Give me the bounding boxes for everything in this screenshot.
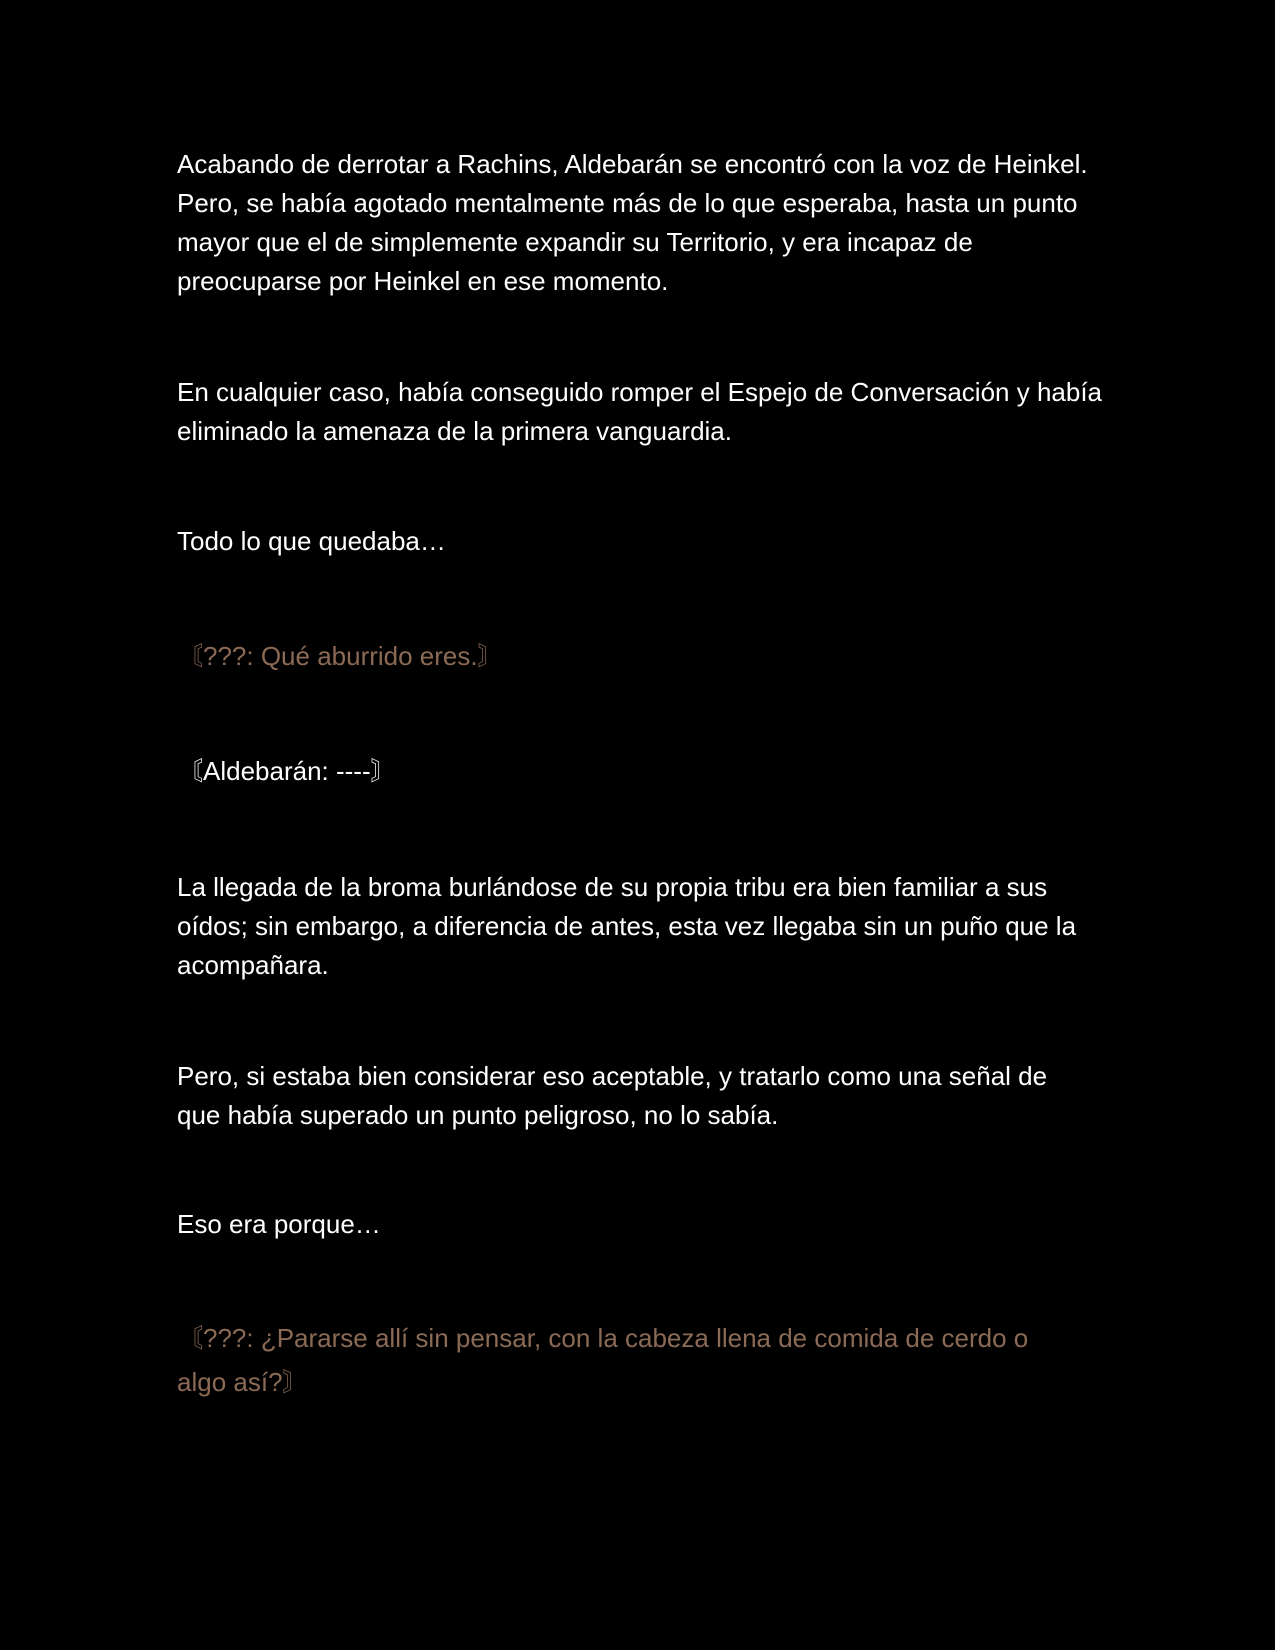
paragraph-remaining: Todo lo que quedaba…: [177, 526, 446, 556]
paragraph-joke-arrival: La llegada de la broma burlándose de su propia tribu era bien familiar a sus oídos; sin embargo, a diferencia de antes, esta vez llegaba sin un puño que la acompañara.: [177, 872, 1077, 980]
dialogue-aldebaran: 〘Aldebarán: ----〙: [177, 756, 397, 786]
paragraph-because: Eso era porque…: [177, 1209, 381, 1239]
dialogue-unknown-boring: 〘???: Qué aburrido eres.〙: [177, 641, 504, 671]
paragraph-danger-point: Pero, si estaba bien considerar eso aceptable, y tratarlo como una señal de que había superado un punto peligroso, no lo sabía.: [177, 1061, 1048, 1130]
dialogue-unknown-pig-food: 〘???: ¿Pararse allí sin pensar, con la cabeza llena de comida de cerdo o algo así?〙: [177, 1323, 1029, 1397]
paragraph-intro: Acabando de derrotar a Rachins, Aldebarán se encontró con la voz de Heinkel. Pero, se había agotado mentalmente más de lo que esperaba, hasta un punto mayor que el de simplemente expandir su Territorio, y era incapaz de preocuparse por Heinkel en ese momento.: [177, 149, 1088, 296]
paragraph-mirror-broken: En cualquier caso, había conseguido romper el Espejo de Conversación y había eliminado la amenaza de la primera vanguardia.: [177, 377, 1103, 446]
